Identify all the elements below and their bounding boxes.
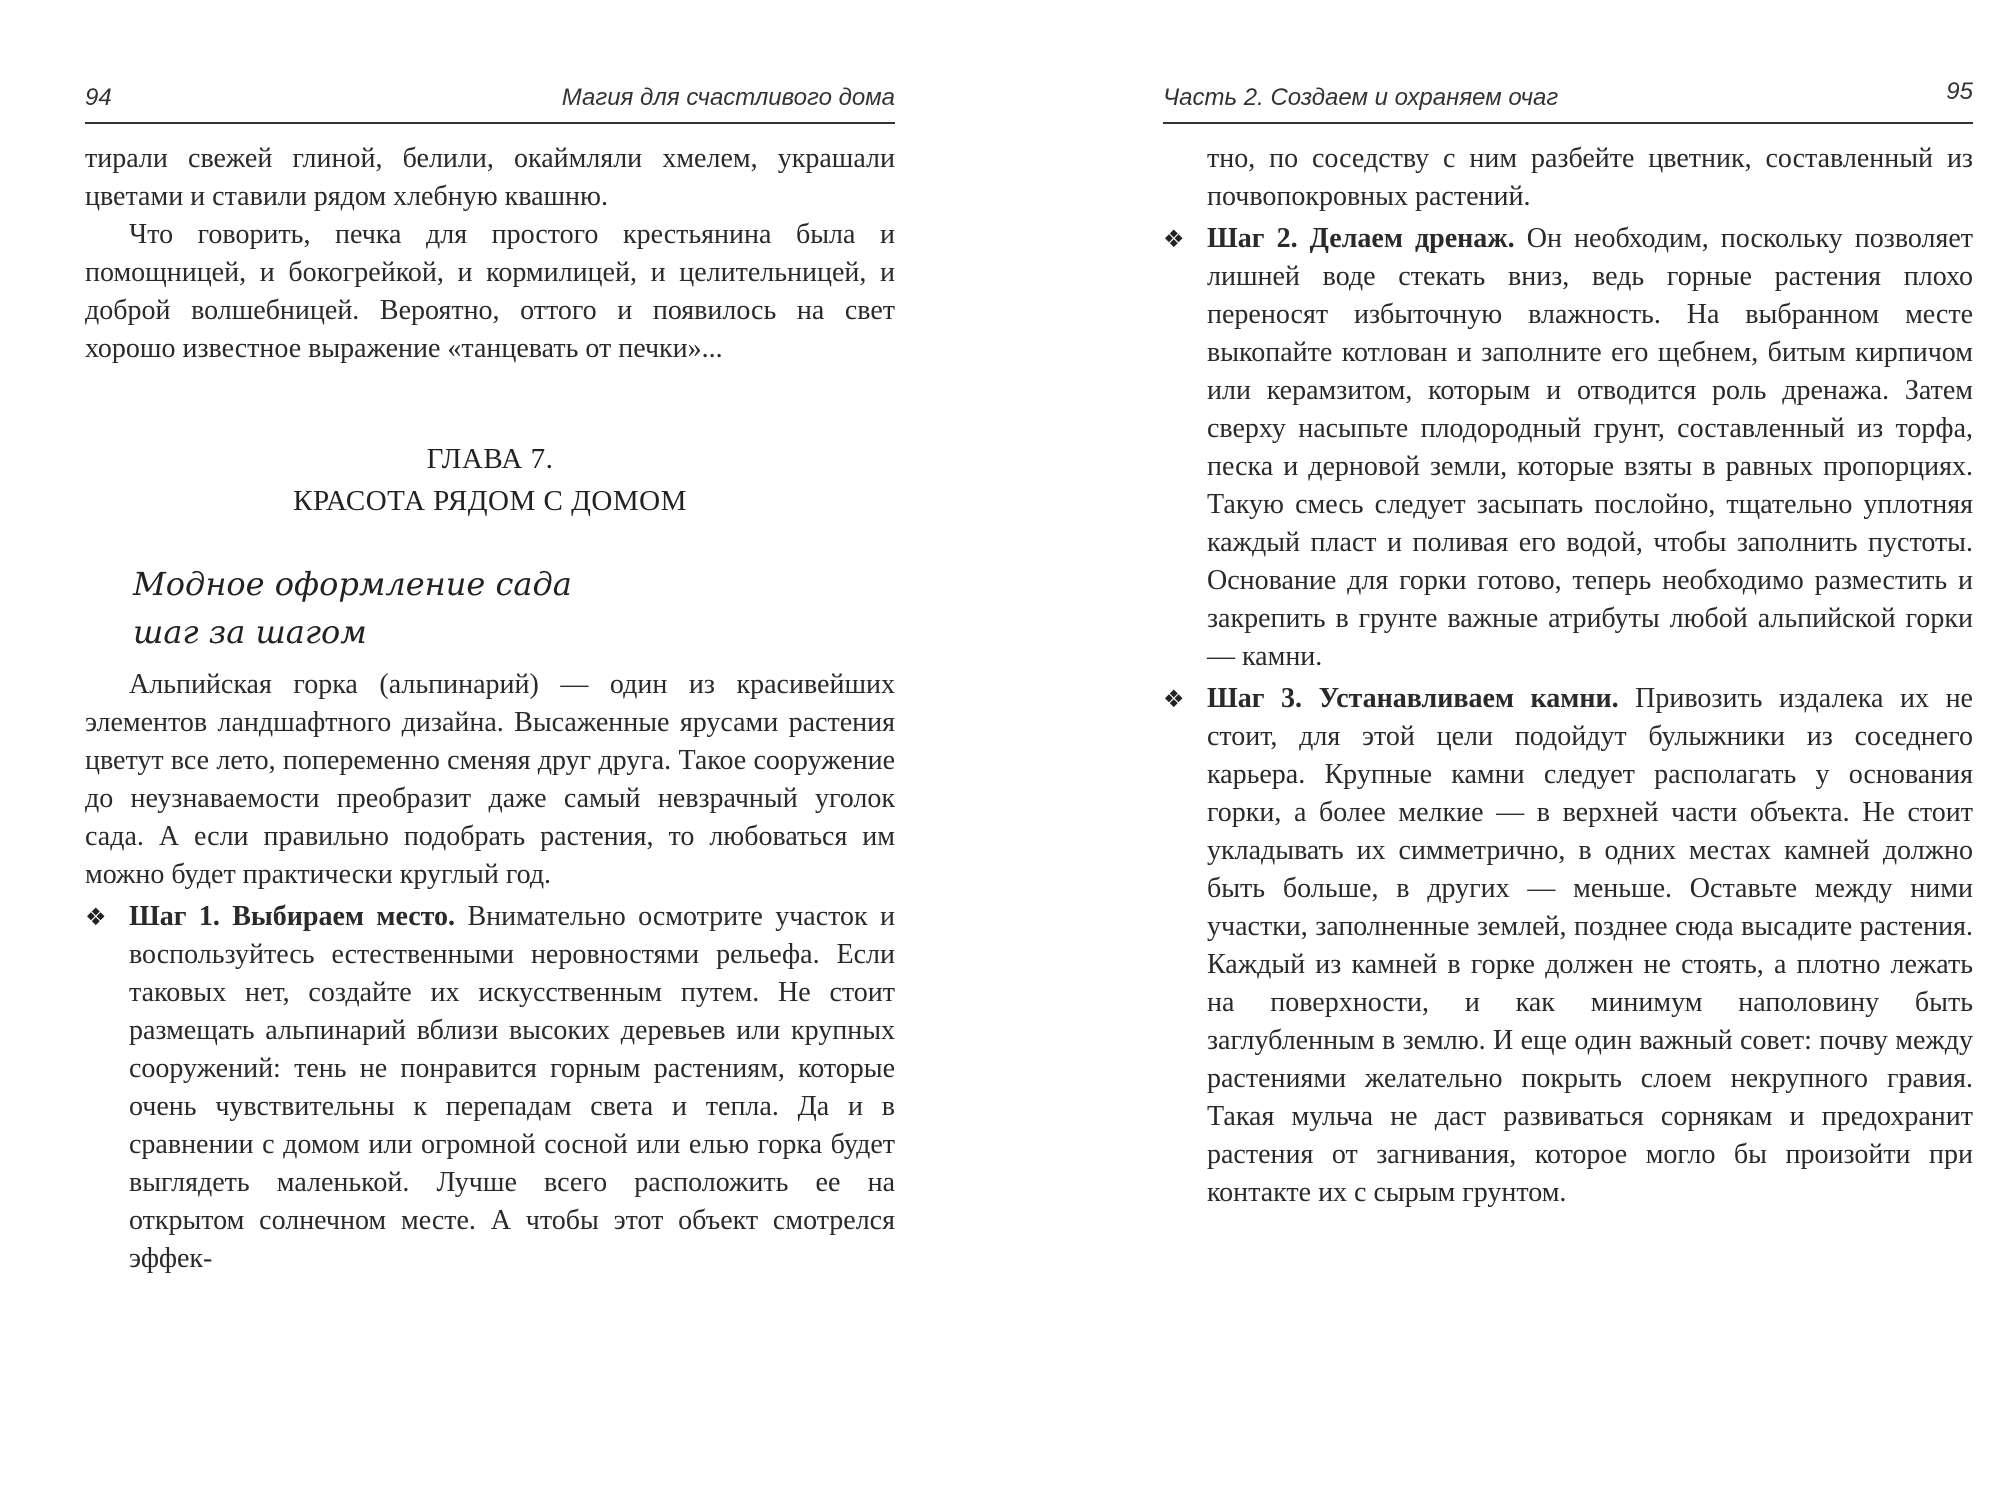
page-number-left: 94 (85, 84, 112, 111)
paragraph-3: Альпийская горка (альпинарий) — один из красивейших элементов ландшафтного дизайна. Высаженные ярусами растения цветут все лето, попеременно сменяя друг друга. Такое сооружение до неузнаваемости преобразит даже самый невзрачный уголок сада. А если правильно подобрать растения, то любоваться им можно будет практически круглый год. (85, 669, 895, 890)
right-running-head (1163, 78, 1973, 124)
chapter-number: ГЛАВА 7. (426, 443, 554, 475)
left-page (85, 0, 895, 1500)
step-3-text: Привозить издалека их не стоит, для этой цели подойдут булыжники из соседнего карьера. Крупные камни следует располагать у основания горки, а более мелкие — в верхней части объекта. Не стоит укладывать их симметрично, в одних местах камней должно быть больше, в других — меньше. Оставьте между ними участки, заполненные землей, позднее сюда высадите растения. Каждый из камней в горке должен не стоять, а плотно лежать на поверхности, и как минимум наполовину быть заглубленным в землю. И еще один важный совет: почву между растениями желательно покрыть слоем некрупного гравия. Такая мульча не даст развиваться сорнякам и предохранит растения от загнивания, которое могло бы произойти при контакте их с сырым грунтом. (1207, 683, 1973, 1208)
step-3 (1163, 680, 1973, 1212)
step-2-text: Он необходим, поскольку позволяет лишней воде стекать вниз, ведь горные растения плохо переносят избыточную влажность. На выбранном месте выкопайте котлован и заполните его щебнем, битым кирпичом или керамзитом, которым и отводится роль дренажа. Затем сверху насыпьте плодородный грунт, составленный из торфа, песка и дерновой земли, которые взяты в равных пропорциях. Такую смесь следует засыпать послойно, тщательно уплотняя каждый пласт и поливая его водой, чтобы заполнить пустоты. Основание для горки готово, теперь необходимо разместить и закрепить в грунте важные атрибуты любой альпийской горки — камни. (1207, 223, 1974, 672)
step-1-title: Шаг 1. Выбираем место. (129, 901, 456, 932)
step-1-text: Внимательно осмотрите участок и воспользуйтесь естественными неровностями рельефа. Если таковых нет, создайте их искусственным путем. Не стоит размещать альпинарий вблизи высоких деревьев или крупных сооружений: тень не понравится горным растениям, которые очень чувствительны к перепадам света и тепла. Да и в сравнении с домом или огромной сосной или елью горка будет выглядеть маленькой. Лучше всего расположить ее на открытом солнечном месте. А чтобы этот объект смотрелся эффек- (129, 901, 896, 1274)
bullet-icon: ❖ (1163, 685, 1185, 713)
step-1 (85, 898, 895, 1278)
paragraph-2: Что говорить, печка для простого крестьянина была и помощницей, и бокогрейкой, и кормилицей, и целительницей, и доброй волшебницей. Вероятно, оттого и появилось на свет хорошо известное выражение «танцевать от печки»... (85, 219, 895, 364)
section-title-line-2: шаг за шагом (133, 613, 367, 651)
page-number-right: 95 (1946, 78, 1973, 105)
bullet-icon: ❖ (1163, 225, 1185, 253)
running-title-left: Магия для счастливого дома (561, 84, 895, 111)
section-title (133, 560, 895, 656)
step-1-continuation: тно, по соседству с ним разбейте цветник, составленный из почвопокровных растений. (1207, 143, 1973, 212)
right-page (1163, 0, 1973, 1500)
step-2 (1163, 220, 1973, 676)
left-page-body (85, 140, 895, 1278)
chapter-heading (85, 438, 895, 522)
right-page-body (1163, 140, 1973, 1212)
running-title-right: Часть 2. Создаем и охраняем очаг (1163, 84, 1559, 111)
left-running-head (85, 82, 895, 124)
step-2-title: Шаг 2. Делаем дренаж. (1207, 223, 1515, 254)
step-3-title: Шаг 3. Устанавливаем камни. (1207, 683, 1619, 714)
section-title-line-1: Модное оформление сада (133, 565, 572, 603)
bullet-icon: ❖ (85, 903, 107, 931)
chapter-title: КРАСОТА РЯДОМ С ДОМОМ (293, 485, 687, 517)
paragraph-1: тирали свежей глиной, белили, окаймляли хмелем, украшали цветами и ставили рядом хлебную квашню. (85, 143, 895, 212)
